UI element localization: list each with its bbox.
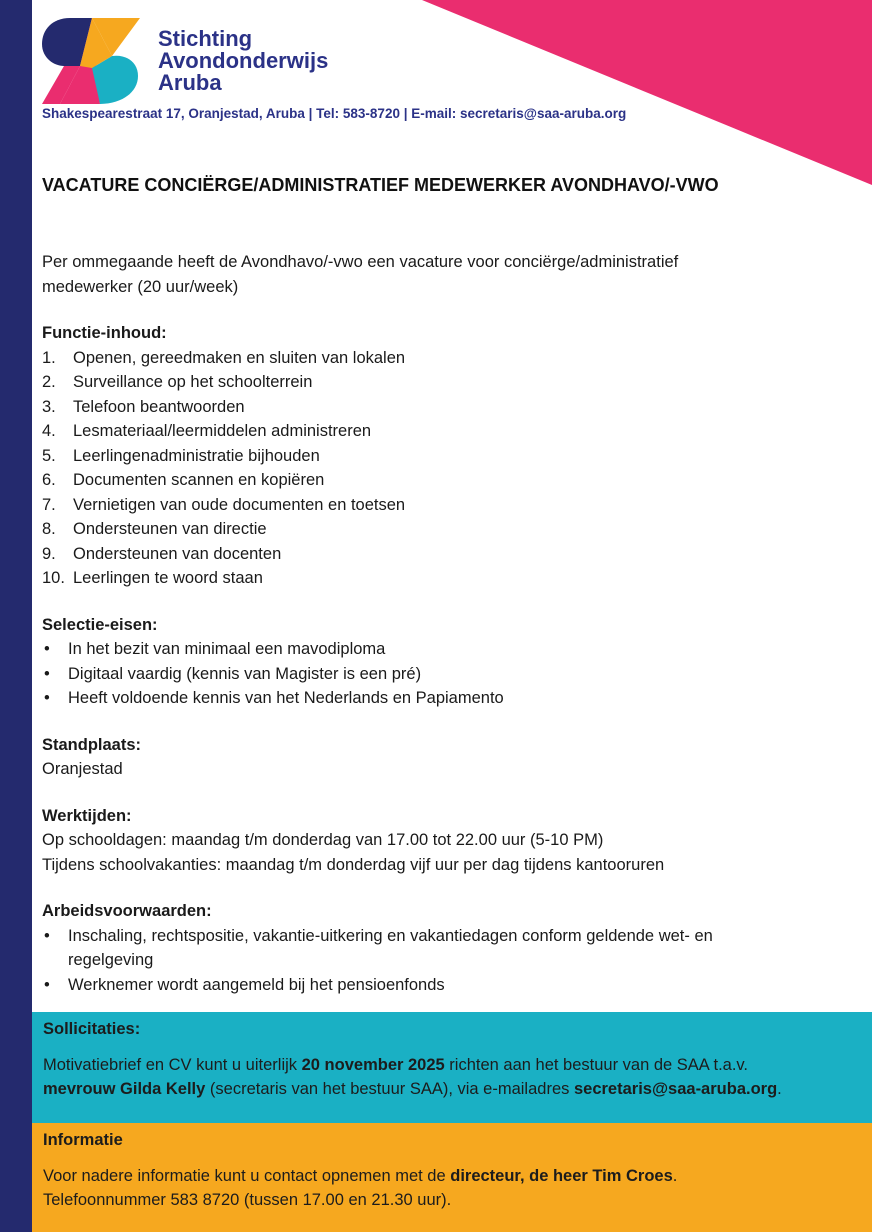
selectie-heading: Selectie-eisen: (42, 615, 158, 634)
list-text: Digitaal vaardig (kennis van Magister is een pré) (68, 664, 422, 683)
bullet-icon: • (44, 926, 50, 945)
list-item (42, 444, 842, 469)
sollicitaties-heading: Sollicitaties: (43, 1020, 141, 1038)
phone-info: Telefoonnummer 583 8720 (tussen 17.00 en 21.30 uur). (43, 1191, 452, 1209)
saa-logo-mark (40, 16, 140, 106)
list-text: Leerlingenadministratie bijhouden (73, 446, 320, 465)
text-run: Voor nadere informatie kunt u contact opnemen met de (43, 1167, 451, 1185)
list-item (42, 468, 842, 493)
text-run: (secretaris van het bestuur SAA), via e-mailadres (205, 1080, 574, 1098)
list-text-line: regelgeving (68, 951, 154, 969)
list-item (42, 517, 842, 542)
vacancy-title: VACATURE CONCIËRGE/ADMINISTRATIEF MEDEWERKER AVONDHAVO/-VWO (42, 175, 719, 195)
list-item (42, 973, 842, 998)
email-link[interactable]: secretaris@saa-aruba.org (573, 1080, 778, 1098)
vacancy-body (42, 250, 842, 997)
list-number: 9. (42, 544, 56, 563)
list-item (42, 637, 842, 662)
list-text: Documenten scannen en kopiëren (73, 471, 325, 489)
bullet-icon: • (44, 975, 50, 994)
list-text: Openen, gereedmaken en sluiten van lokalen (73, 348, 406, 367)
list-text: Vernietigen van oude documenten en toetsen (73, 495, 406, 514)
bullet-icon: • (44, 664, 50, 683)
list-text-line: Inschaling, rechtspositie, vakantie-uitkering en vakantiedagen conform geldende wet- en (68, 926, 713, 945)
list-item (42, 924, 842, 973)
list-text: Telefoon beantwoorden (73, 397, 245, 416)
list-text: Lesmateriaal/leermiddelen administreren (73, 422, 372, 440)
left-accent-bar (0, 0, 32, 1232)
list-item (42, 686, 842, 711)
list-number: 7. (42, 495, 56, 514)
contact-person: mevrouw Gilda Kelly (43, 1080, 206, 1098)
bullet-icon: • (44, 640, 50, 658)
list-text: In het bezit van minimaal een mavodiploma (68, 640, 386, 658)
list-text: Leerlingen te woord staan (73, 569, 263, 587)
contact-address: Shakespearestraat 17, Oranjestad, Aruba | Tel: 583-8720 | E-mail: secretaris@saa-aruba.org (42, 106, 627, 121)
informatie-box (32, 1123, 872, 1232)
director-name: directeur, de heer Tim Croes (450, 1167, 673, 1185)
list-item (42, 346, 842, 371)
list-number: 4. (42, 422, 56, 440)
list-item (42, 493, 842, 518)
arbeid-list (42, 924, 842, 998)
intro-line: medewerker (20 uur/week) (42, 277, 239, 296)
text-run: Motivatiebrief en CV kunt u uiterlijk (43, 1056, 302, 1074)
bullet-icon: • (44, 689, 50, 707)
functie-heading: Functie-inhoud: (42, 324, 167, 342)
list-number: 2. (42, 373, 56, 391)
sollicitaties-box (32, 1012, 872, 1123)
text-run: . (672, 1167, 678, 1185)
list-text: Ondersteunen van directie (73, 520, 267, 538)
informatie-heading: Informatie (43, 1131, 123, 1149)
text-run: richten aan het bestuur van de SAA t.a.v. (444, 1056, 749, 1074)
standplaats-value: Oranjestad (42, 760, 123, 778)
brand-name-line3: Aruba (158, 70, 222, 95)
list-number: 8. (42, 520, 56, 538)
list-number: 3. (42, 397, 56, 416)
list-text: Ondersteunen van docenten (73, 544, 282, 563)
text-run: . (777, 1080, 782, 1098)
arbeid-heading: Arbeidsvoorwaarden: (42, 902, 212, 920)
selectie-list (42, 637, 842, 711)
list-text: Werknemer wordt aangemeld bij het pensioenfonds (68, 975, 445, 994)
list-number: 10. (42, 569, 65, 587)
functie-list (42, 346, 842, 591)
list-number: 1. (42, 348, 56, 367)
deadline-date: 20 november 2025 (301, 1056, 445, 1074)
sollicitaties-text (43, 1053, 862, 1101)
list-item (42, 370, 842, 395)
list-number: 6. (42, 471, 56, 489)
werktijden-line: Tijdens schoolvakanties: maandag t/m donderdag vijf uur per dag tijdens kantooruren (42, 855, 665, 874)
list-text: Heeft voldoende kennis van het Nederlands en Papiamento (68, 689, 504, 707)
corner-accent-shape (422, 0, 872, 185)
list-text (68, 924, 713, 973)
list-item (42, 395, 842, 420)
list-text: Surveillance op het schoolterrein (73, 373, 313, 391)
werktijden-heading: Werktijden: (42, 806, 132, 825)
list-item (42, 662, 842, 687)
informatie-text (43, 1164, 862, 1212)
standplaats-heading: Standplaats: (42, 735, 142, 754)
brand-name-line2: Avondonderwijs (158, 48, 329, 73)
list-item (42, 566, 842, 591)
werktijden-line: Op schooldagen: maandag t/m donderdag van 17.00 tot 22.00 uur (5-10 PM) (42, 831, 604, 849)
list-item (42, 542, 842, 567)
intro-line: Per ommegaande heeft de Avondhavo/-vwo een vacature voor conciërge/administratief (42, 253, 679, 271)
list-number: 5. (42, 446, 56, 465)
list-item (42, 419, 842, 444)
brand-name (158, 28, 328, 94)
brand-name-line1: Stichting (158, 26, 253, 51)
